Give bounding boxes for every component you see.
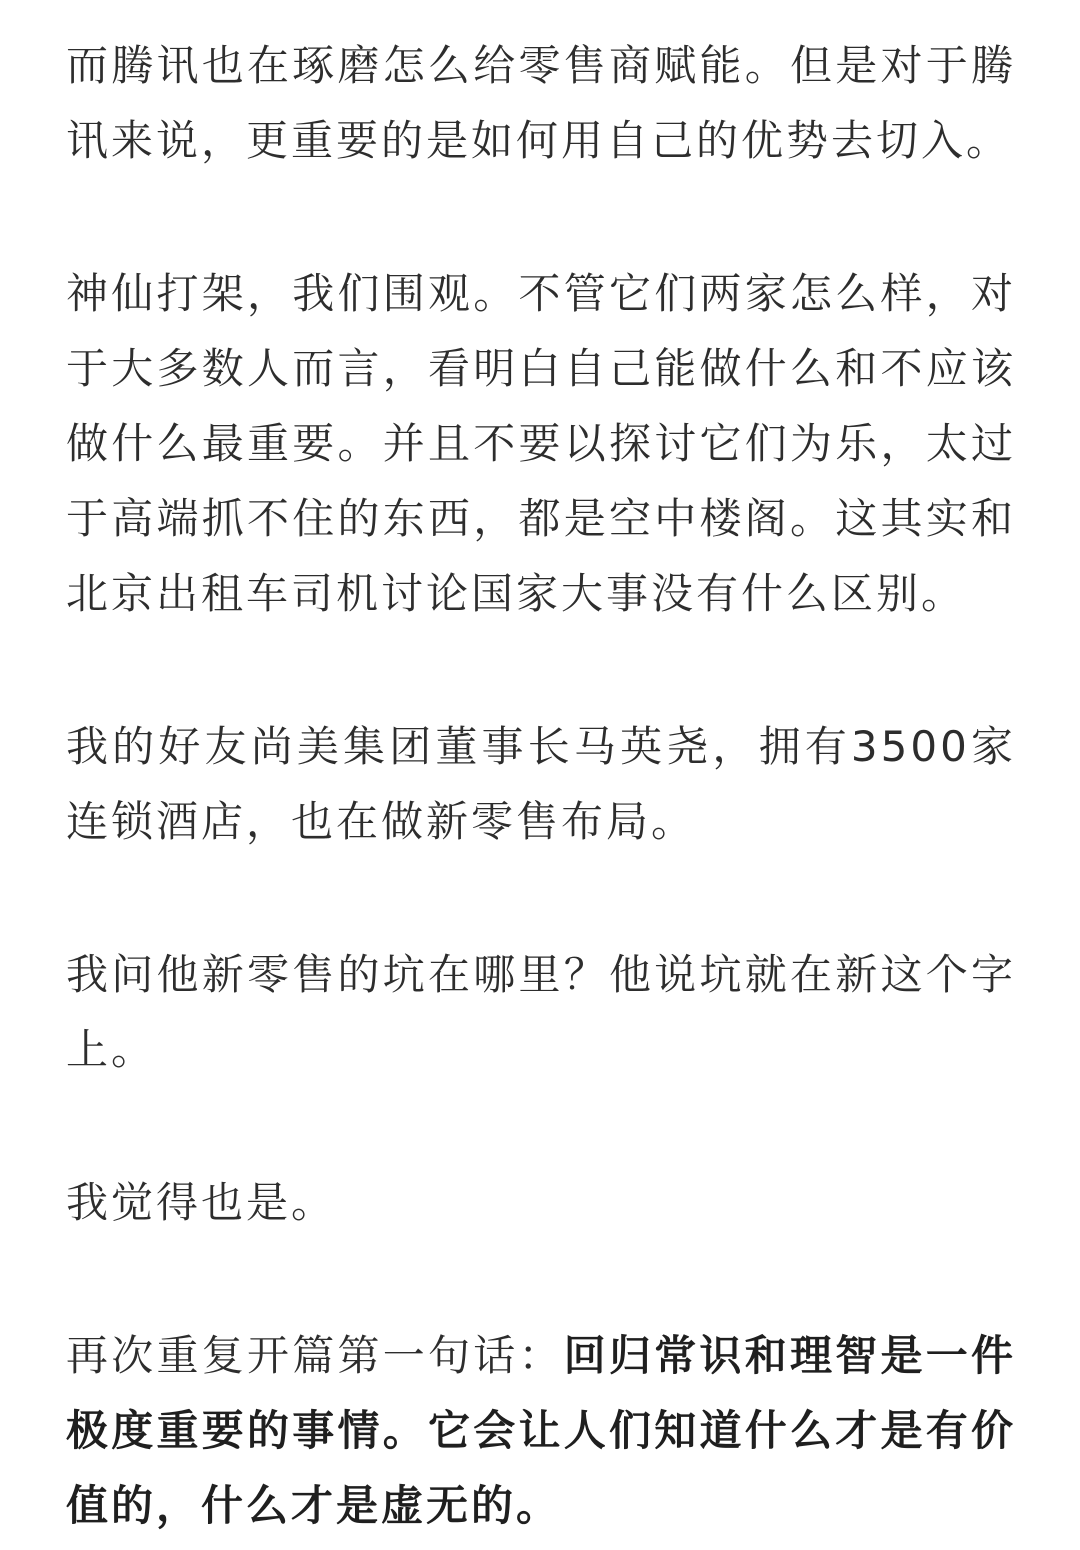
article-body — [66, 28, 1016, 1543]
paragraph-agree: 我觉得也是。 — [66, 1178, 337, 1227]
paragraph-gods-fighting: 神仙打架，我们围观。不管它们两家怎么样，对于大多数人而言，看明白自己能做什么和不应该做什么最重要。并且不要以探讨它们为乐，太过于高端抓不住的东西，都是空中楼阁。这其实和北京出租车司机讨论国家大事没有什么区别。 — [66, 269, 1016, 618]
paragraph-tencent: 而腾讯也在琢磨怎么给零售商赋能。但是对于腾讯来说，更重要的是如何用自己的优势去切入。 — [66, 41, 1016, 165]
paragraph-conclusion — [66, 1318, 1016, 1543]
paragraph-friend-hotels: 我的好友尚美集团董事长马英尧，拥有3500家连锁酒店，也在做新零售布局。 — [66, 722, 1016, 846]
conclusion-emphasis: 回归常识和理智是一件极度重要的事情。它会让人们知道什么才是有价值的，什么才是虚无的。 — [66, 1331, 1016, 1530]
paragraph-question: 我问他新零售的坑在哪里？他说坑就在新这个字上。 — [66, 950, 1016, 1074]
conclusion-lead: 再次重复开篇第一句话： — [66, 1331, 564, 1380]
